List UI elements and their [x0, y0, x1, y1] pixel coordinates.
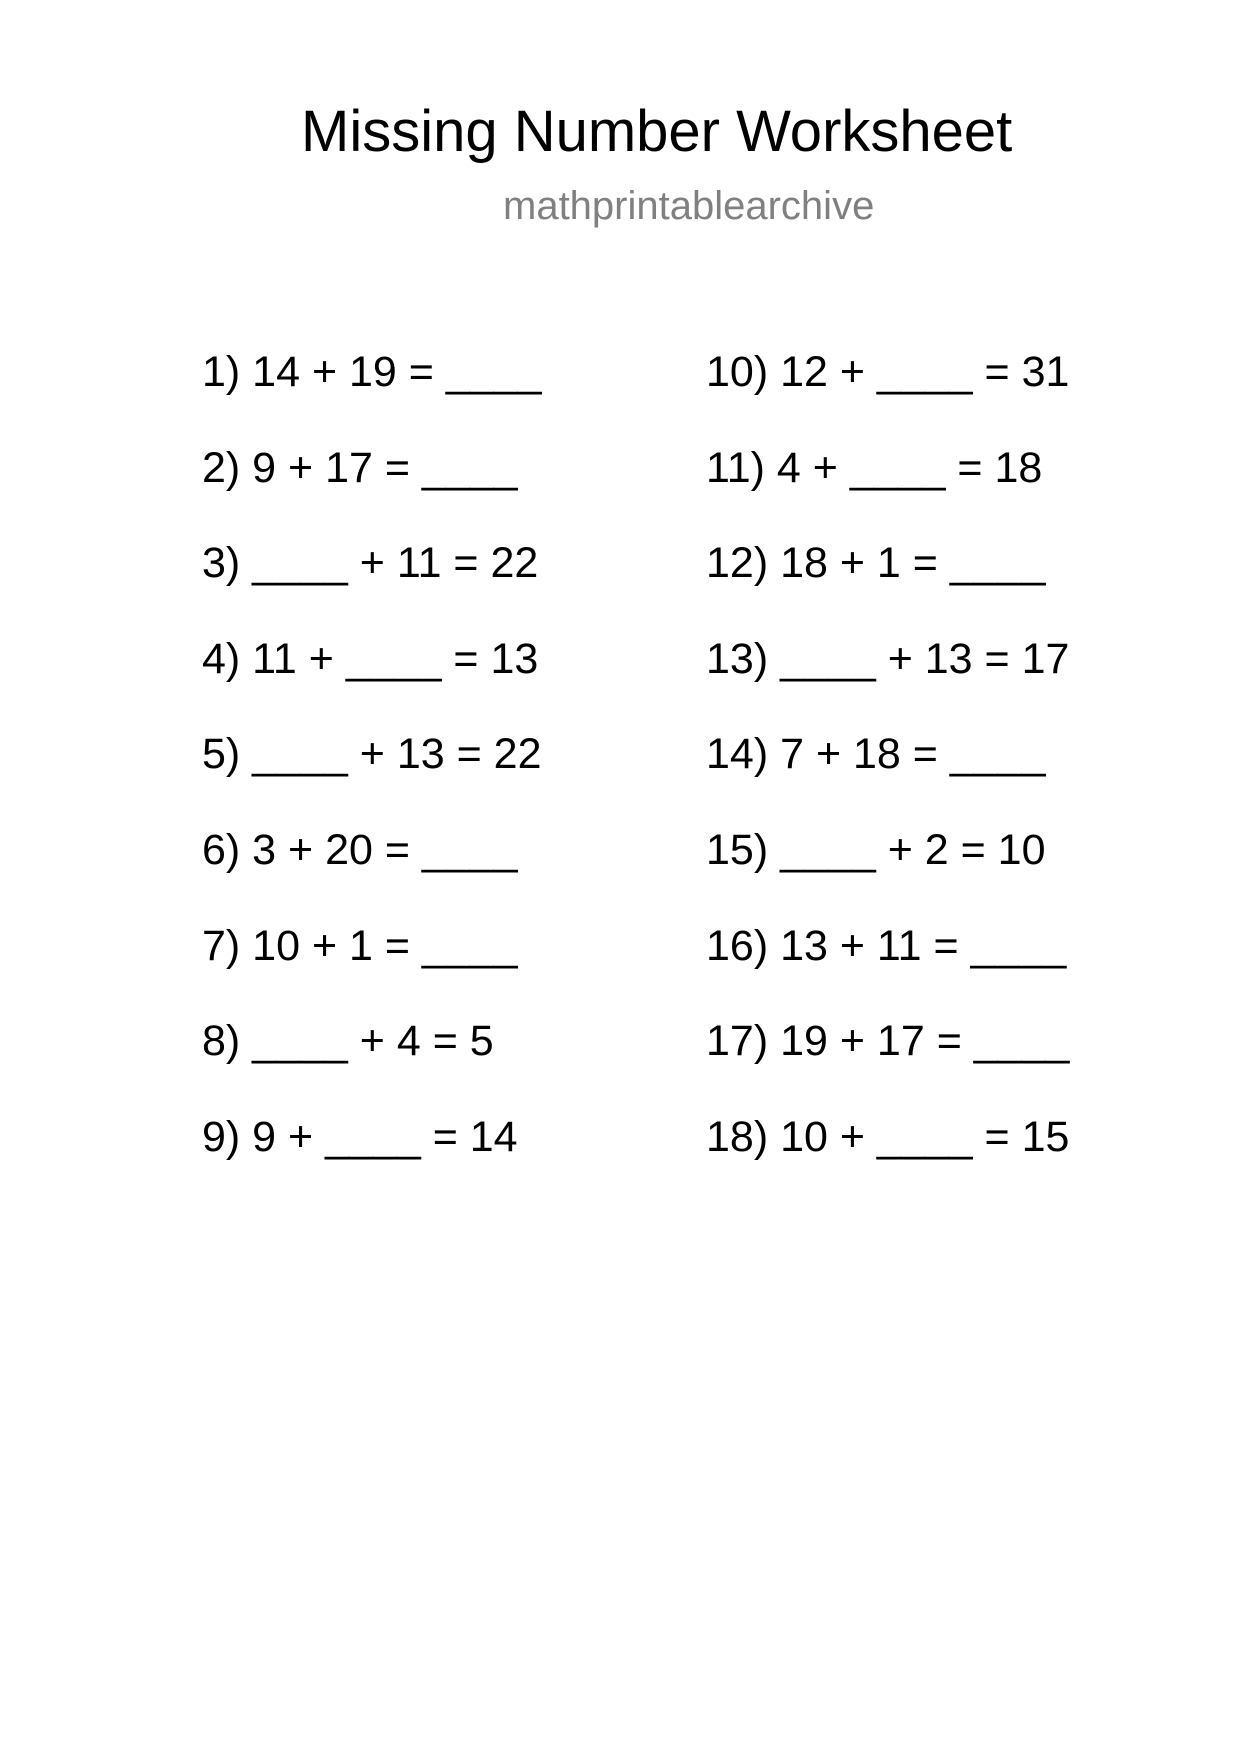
problem-item: 9) 9 + ____ = 14 — [202, 1112, 518, 1161]
problem-item: 2) 9 + 17 = ____ — [202, 443, 518, 492]
problem-item: 1) 14 + 19 = ____ — [202, 348, 542, 396]
worksheet-subtitle: mathprintablearchive — [503, 184, 875, 228]
problem-item: 13) ____ + 13 = 17 — [706, 634, 1070, 683]
problem-item: 15) ____ + 2 = 10 — [706, 826, 1046, 874]
problem-item: 18) 10 + ____ = 15 — [706, 1112, 1070, 1161]
worksheet-title: Missing Number Worksheet — [301, 99, 1013, 164]
problem-item: 5) ____ + 13 = 22 — [202, 730, 542, 779]
problem-item: 16) 13 + 11 = ____ — [706, 921, 1067, 970]
problem-item: 6) 3 + 20 = ____ — [202, 826, 518, 874]
problem-item: 4) 11 + ____ = 13 — [202, 634, 539, 683]
problem-item: 8) ____ + 4 = 5 — [202, 1017, 494, 1066]
problem-item: 10) 12 + ____ = 31 — [706, 348, 1070, 396]
problem-item: 17) 19 + 17 = ____ — [706, 1017, 1070, 1066]
problem-item: 12) 18 + 1 = ____ — [706, 539, 1046, 588]
problem-item: 14) 7 + 18 = ____ — [706, 730, 1046, 779]
problem-item: 3) ____ + 11 = 22 — [202, 539, 539, 588]
problem-item: 7) 10 + 1 = ____ — [202, 921, 518, 970]
problem-item: 11) 4 + ____ = 18 — [706, 443, 1043, 492]
